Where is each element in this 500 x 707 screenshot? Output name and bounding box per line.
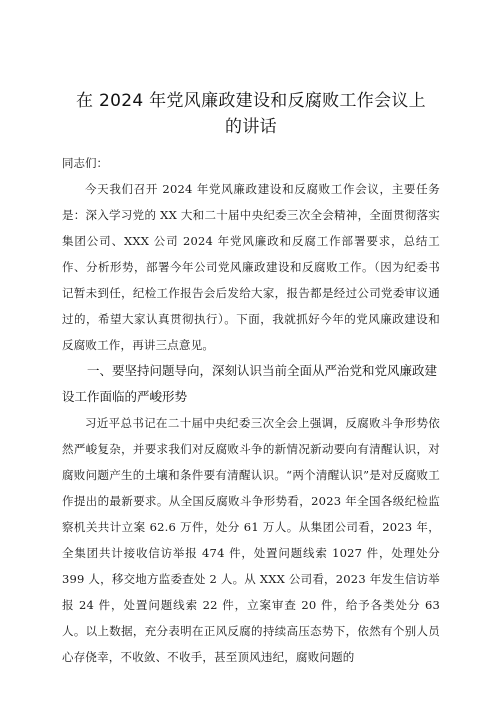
salutation: 同志们： bbox=[62, 156, 108, 170]
title-line-1: 在 2024 年党风廉政建设和反腐败工作会议上 bbox=[76, 91, 426, 111]
title-line-2: 的讲话 bbox=[225, 117, 277, 137]
document-title bbox=[62, 88, 440, 140]
paragraph-intro: 今天我们召开 2024 年党风廉政建设和反腐败工作会议，主要任务是：深入学习党的 XX 大和二十届中央纪委三次全会精神，全面贯彻落实集团公司、XXX 公司 2024 年党风廉政和反腐工作部署要求，总结工作、分析形势，部署今年公司党风廉政建设和反腐败工作。（因为纪委书记暂未到任，纪检工作报告会后发给大家，报告都是经过公司党委审议通过的，希望大家认真贯彻执行）。下面，我就抓好今年的党风廉政建设和反腐败工作，再讲三点意见。 bbox=[62, 182, 440, 352]
section-heading-1: 一、要坚持问题导向，深刻认识当前全面从严治党和党风廉政建设工作面临的严峻形势 bbox=[62, 363, 438, 404]
paragraph-situation: 习近平总书记在二十届中央纪委三次全会上强调，反腐败斗争形势依然严峻复杂，并要求我们对反腐败斗争的新情况新动要向有清醒认识，对腐败问题产生的土壤和条件要有清醒认识。“两个清醒认识”是对反腐败工作提出的最新要求。从全国反腐败斗争形势看，2023 年全国各级纪检监察机关共计立案 62.6 万件，处分 61 万人。从集团公司看，2023 年，全集团共计接收信访举报 474 件，处置问题线索 1027 件，处理处分 399 人，移交地方监委查处 2 人。从 XXX 公司看，2023 年发生信访举报 24 件，处置问题线索 22 件，立案审查 20 件，给予各类处分 63 人。以上数据，充分表明在正风反腐的持续高压态势下，依然有个别人员心存侥幸，不收敛、不收手，甚至顶风违纪，腐败问题的 bbox=[62, 416, 440, 664]
